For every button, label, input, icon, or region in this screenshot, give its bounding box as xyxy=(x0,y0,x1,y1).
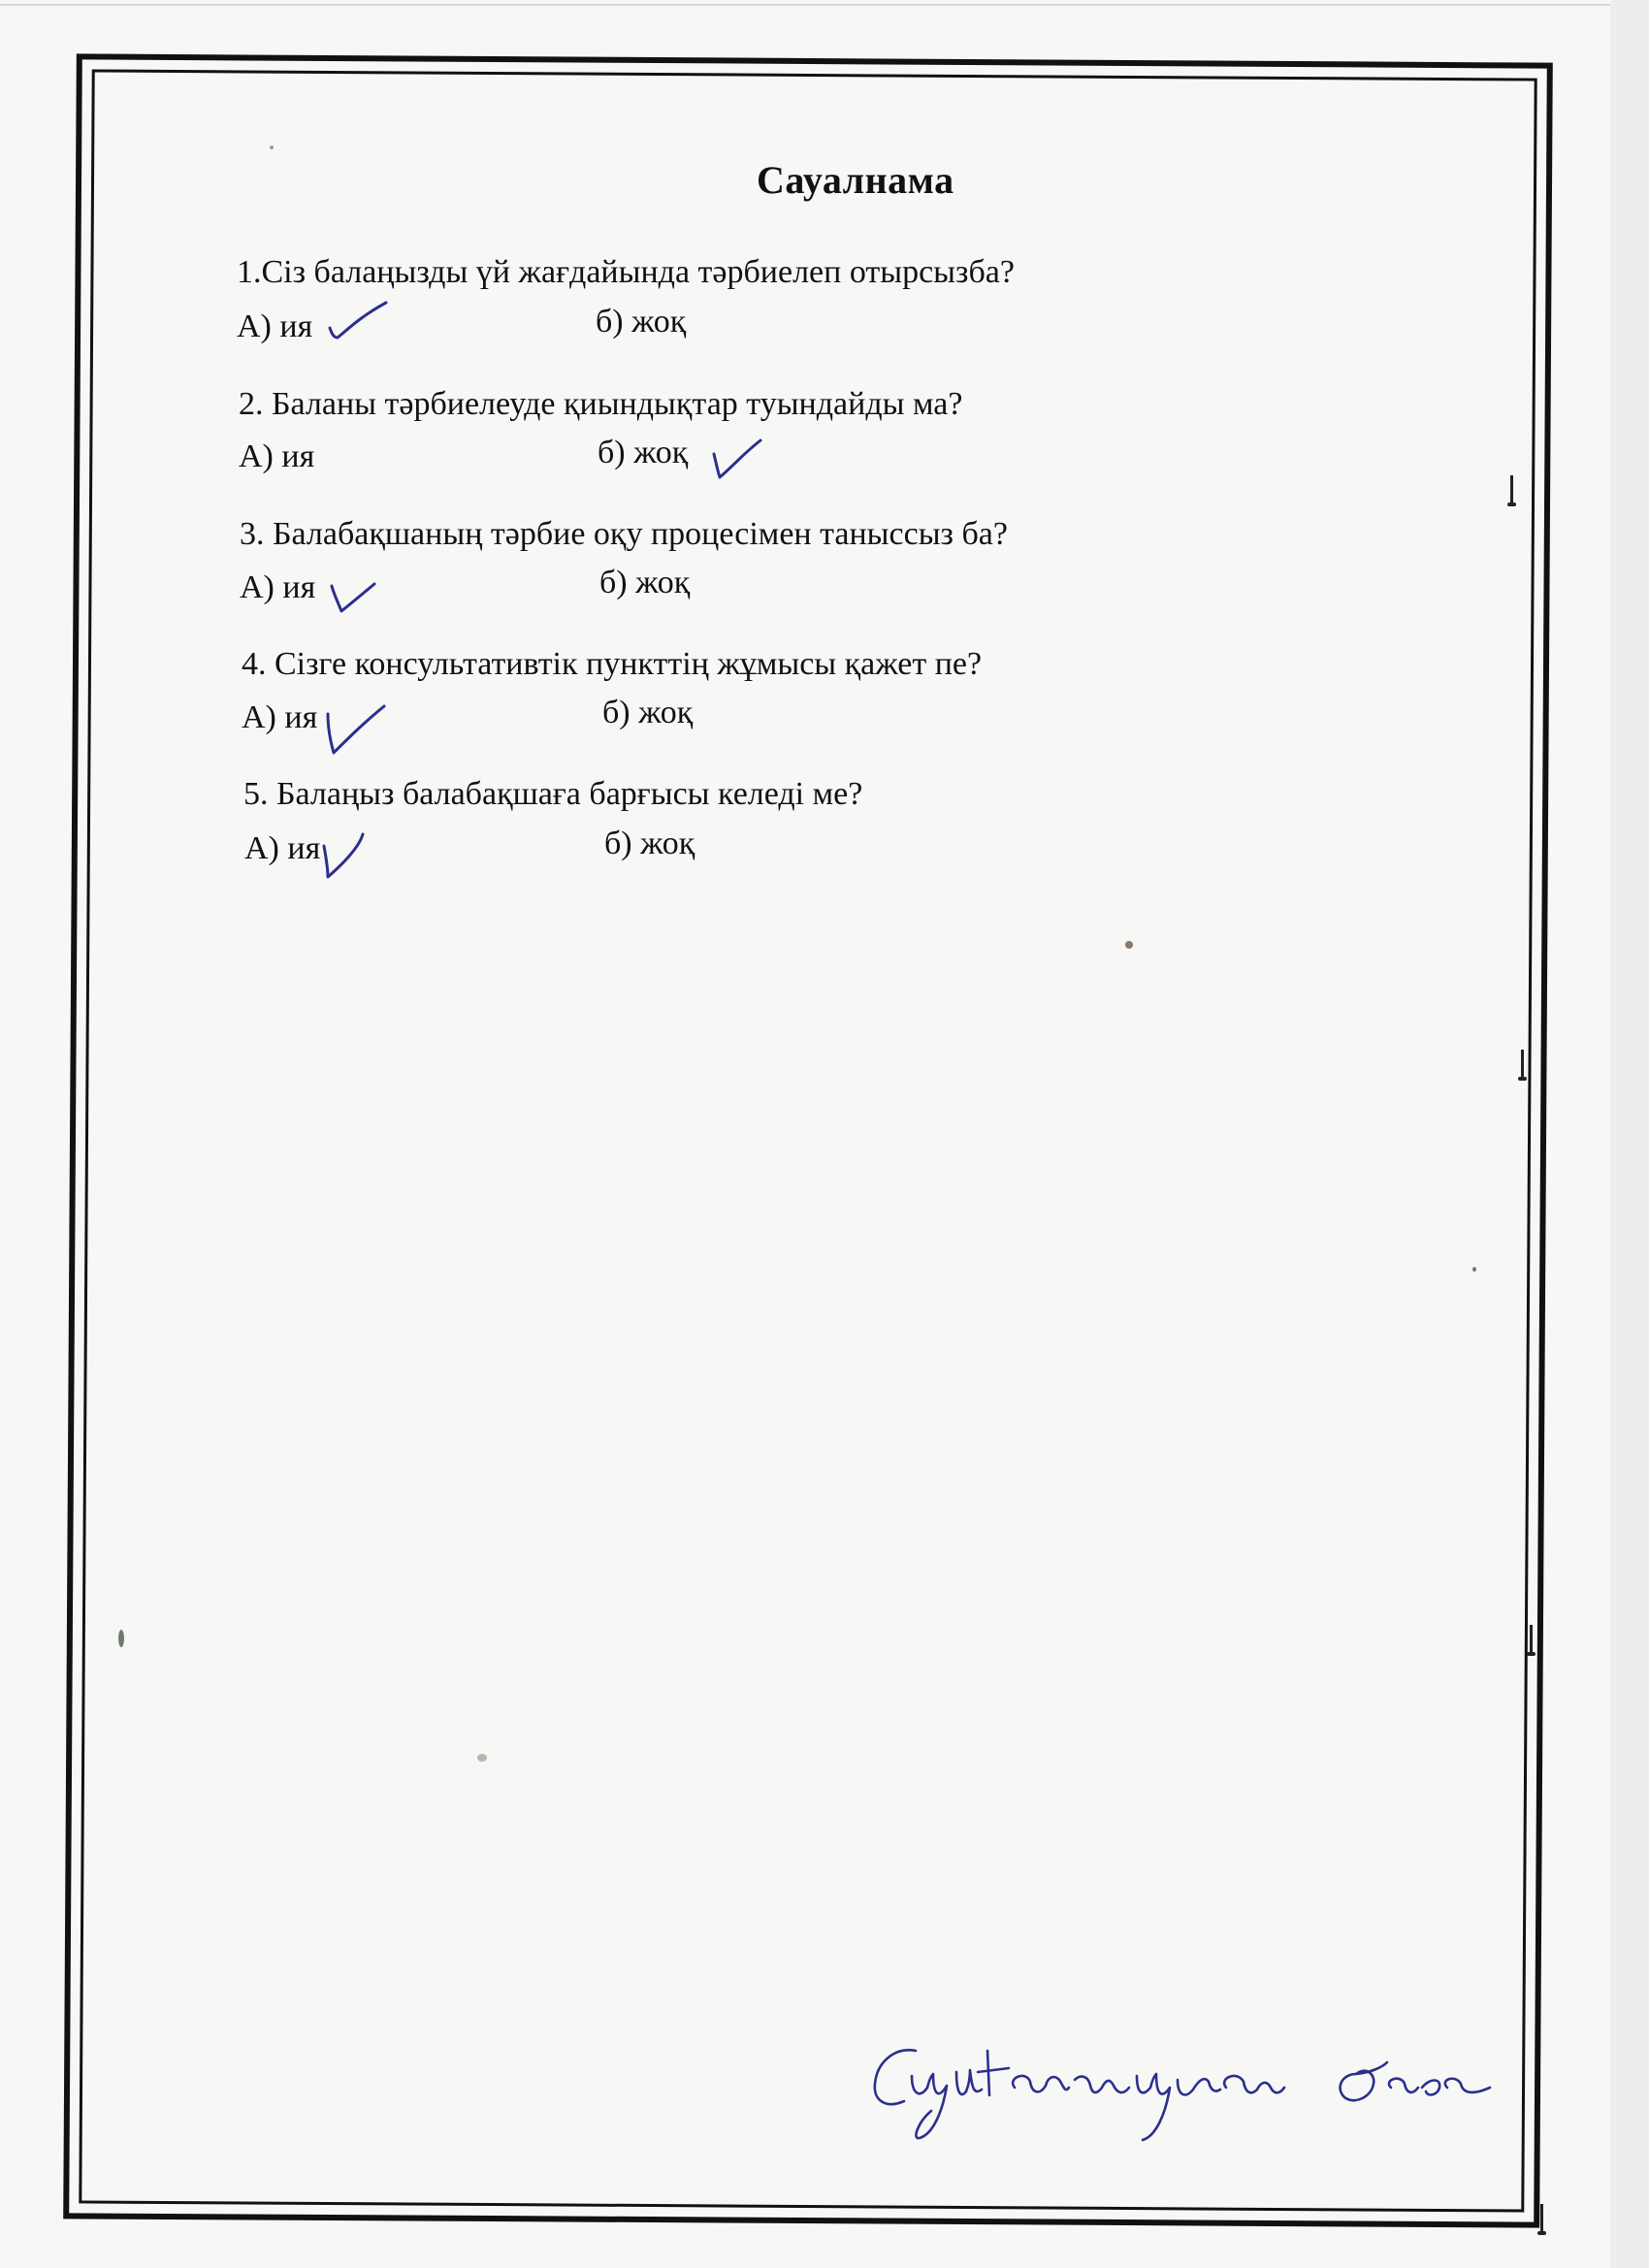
question-5-text: 5. Балаңыз балабақшаға барғысы келеді ме? xyxy=(243,776,863,812)
scan-speck xyxy=(477,1754,487,1762)
scan-speck xyxy=(1472,1267,1476,1272)
handwritten-signature xyxy=(869,2037,1500,2144)
question-5-option-b[interactable]: б) жоқ xyxy=(604,826,695,861)
question-4-option-b[interactable]: б) жоқ xyxy=(602,695,694,730)
question-1-option-a[interactable]: А) ия xyxy=(237,308,313,344)
check-mark-icon xyxy=(326,297,394,355)
scan-speck xyxy=(118,1630,124,1647)
binder-hole-icon xyxy=(1537,2202,1545,2237)
check-mark-icon xyxy=(328,572,396,631)
question-1-option-b[interactable]: б) жоқ xyxy=(596,304,687,340)
question-2-text: 2. Баланы тәрбиелеуде қиындықтар туындайды ма? xyxy=(239,386,963,422)
binder-hole-icon xyxy=(1518,1048,1526,1083)
question-5-option-a[interactable]: А) ия xyxy=(244,830,321,866)
check-mark-icon xyxy=(320,826,388,885)
binder-hole-icon xyxy=(1527,1623,1535,1658)
question-3-text: 3. Балабақшаның тәрбие оқу процесімен таныссыз ба? xyxy=(240,516,1008,552)
question-2-option-a[interactable]: А) ия xyxy=(239,438,315,474)
question-2-option-b[interactable]: б) жоқ xyxy=(598,435,689,470)
question-4-text: 4. Сізге консультативтік пункттің жұмысы қажет пе? xyxy=(242,646,983,682)
page-title: Сауалнама xyxy=(757,158,954,202)
binder-hole-icon xyxy=(1507,473,1515,508)
scan-speck xyxy=(1125,941,1133,949)
question-3-option-b[interactable]: б) жоқ xyxy=(599,565,691,600)
question-4-option-a[interactable]: А) ия xyxy=(242,699,318,735)
question-3-option-a[interactable]: А) ия xyxy=(240,569,316,605)
check-mark-icon xyxy=(710,433,778,491)
scan-speck xyxy=(270,146,274,149)
question-1-text: 1.Сіз балаңызды үй жағдайында тәрбиелеп отырсызба? xyxy=(237,254,1015,290)
page-border xyxy=(63,53,1553,2227)
scan-edge-line xyxy=(0,4,1610,6)
check-mark-icon xyxy=(324,700,392,759)
